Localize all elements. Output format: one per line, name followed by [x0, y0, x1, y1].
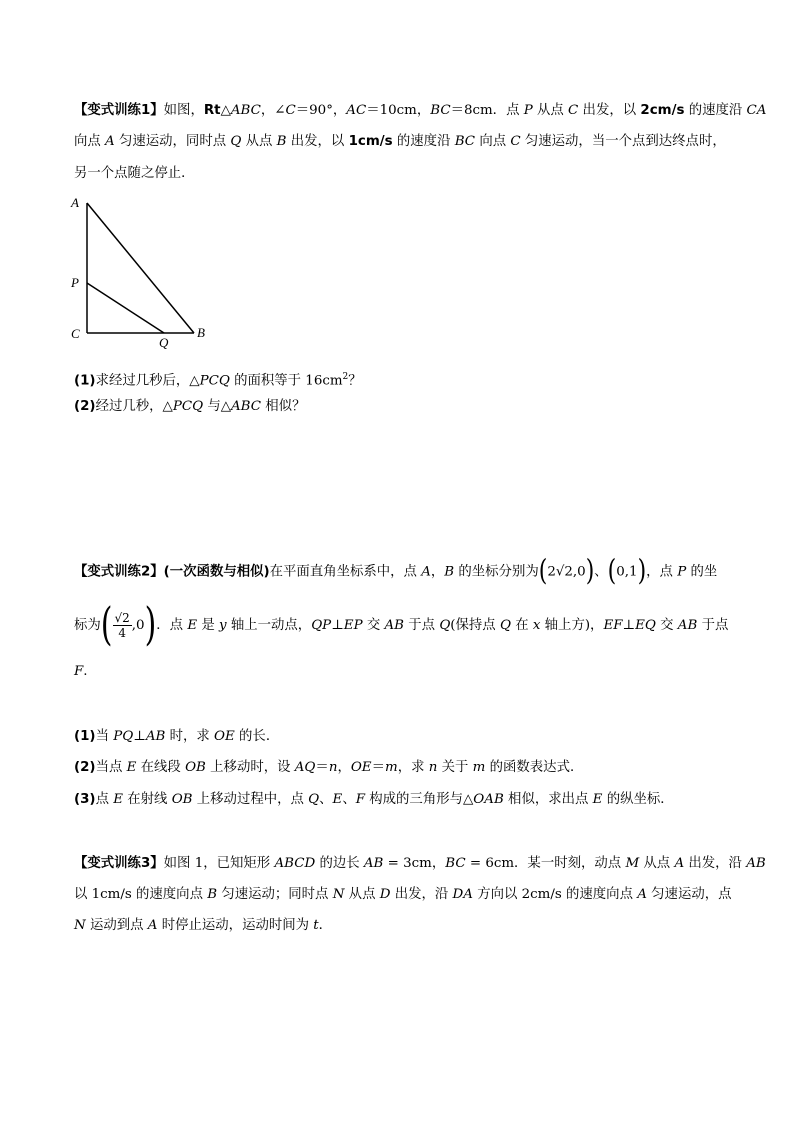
question-number: (2) — [74, 760, 96, 775]
text: B — [276, 134, 287, 149]
question-number: (1) — [74, 729, 96, 744]
text: AB — [145, 729, 166, 744]
text: 在射线 — [123, 792, 172, 807]
text: PCQ — [199, 373, 230, 389]
text: Q — [308, 792, 320, 807]
p2-line-1 — [74, 555, 718, 588]
text: ( — [607, 555, 617, 588]
text: C — [568, 103, 579, 118]
text: 轴上一动点， — [226, 618, 312, 633]
question-number: (2) — [74, 399, 96, 414]
text: 的坐标分别为 — [454, 564, 539, 580]
text: A — [147, 918, 158, 933]
text: 、 — [594, 564, 608, 580]
text: OB — [185, 760, 206, 775]
text: 从点 — [532, 103, 569, 118]
text: ⊥ — [133, 729, 146, 744]
text: ) — [585, 555, 595, 588]
text: 当点 — [95, 760, 127, 775]
text: CA — [746, 103, 767, 118]
text: 匀速运动，同时点 — [114, 134, 231, 149]
text: √2 — [114, 611, 130, 625]
segment-pq — [87, 283, 164, 333]
text: 2 — [342, 372, 349, 382]
text: E — [113, 792, 123, 807]
p1-line-3: 另一个点随之停止． — [74, 166, 195, 181]
text: 与△ — [203, 399, 232, 414]
p2-question-2 — [74, 760, 583, 776]
text: OB — [171, 792, 193, 807]
text: 以 1cm/s 的速度向点 — [74, 887, 208, 902]
text: EF — [603, 618, 623, 633]
text: = 3cm， — [383, 856, 446, 871]
p3-line-1 — [74, 856, 766, 872]
text: P — [677, 564, 687, 580]
text: 上移动时，设 — [205, 760, 295, 775]
text: E — [332, 792, 343, 807]
text: ．点 — [156, 618, 188, 633]
text: ) — [637, 555, 647, 588]
text: 从点 — [639, 856, 675, 871]
text: 的纵坐标． — [602, 792, 674, 807]
text: △ — [220, 103, 231, 118]
text: OAB — [473, 792, 504, 807]
text: N — [332, 887, 345, 902]
text: BC — [445, 856, 466, 871]
p1-question-2 — [74, 399, 305, 415]
text: A — [421, 564, 431, 580]
text: 于点 — [697, 618, 729, 633]
text: 时，求 — [165, 729, 215, 744]
text: ＝ — [315, 760, 329, 775]
text: ( — [538, 555, 548, 588]
side-ab — [87, 203, 194, 333]
text: n — [428, 760, 438, 775]
text: 出发，以 — [578, 103, 641, 118]
text: 1cm/s — [348, 134, 393, 149]
text: C — [285, 103, 296, 118]
text: 从点 — [241, 134, 277, 149]
text: ＝10cm， — [366, 103, 431, 118]
text: ⊥ — [622, 618, 636, 633]
text: ，求 — [397, 760, 429, 775]
text: B — [444, 564, 455, 580]
text: ，点 — [646, 564, 678, 580]
text: 的函数表达式． — [485, 760, 584, 775]
text: Q — [439, 618, 451, 633]
p2-line-3 — [74, 664, 88, 680]
p2-line-2 — [74, 598, 729, 651]
question-number: (3) — [74, 792, 96, 807]
text: t — [313, 918, 319, 933]
text: ． — [318, 918, 333, 933]
p1-question-1 — [74, 369, 362, 389]
text: 在 — [510, 618, 533, 633]
text: 0,1 — [616, 564, 638, 580]
text: 匀速运动；同时点 — [217, 887, 333, 902]
text: 轴上方)， — [540, 618, 604, 633]
text: ( — [100, 598, 113, 651]
text: 2cm/s — [640, 103, 685, 118]
text: QP — [311, 618, 332, 633]
text: y — [219, 618, 227, 633]
text: = 6cm．某一时刻，动点 — [465, 856, 626, 871]
text: BC — [454, 134, 476, 149]
text: ) — [144, 598, 157, 651]
text: ABC — [231, 399, 262, 414]
text: ＝ — [371, 760, 385, 775]
text: 的坐 — [686, 564, 718, 580]
text: m — [384, 760, 398, 775]
text: BC — [430, 103, 451, 118]
p1-tag: 【变式训练1】 — [74, 103, 164, 118]
text: F — [74, 664, 84, 679]
text: 的边长 — [315, 856, 364, 871]
text: 的长． — [234, 729, 280, 744]
triangle-figure — [68, 193, 228, 353]
text: 交 — [362, 618, 385, 633]
text: m — [472, 760, 486, 775]
p1-line-1 — [74, 103, 766, 119]
text: B — [207, 887, 218, 902]
text: ABC — [230, 103, 261, 118]
text: P — [523, 103, 533, 118]
text: Rt — [203, 103, 221, 118]
text: ， — [337, 760, 351, 775]
text: D — [379, 887, 391, 902]
text: OE — [214, 729, 235, 744]
text: DA — [452, 887, 473, 902]
text: ,0 — [572, 564, 586, 580]
text: C — [510, 134, 521, 149]
text: 出发，以 — [286, 134, 349, 149]
text: 匀速运动，当一个点到达终点时， — [520, 134, 726, 149]
text: 如图， — [163, 103, 204, 118]
p3-tag: 【变式训练3】 — [74, 856, 164, 871]
text: ,0 — [131, 618, 145, 633]
text: 从点 — [344, 887, 380, 902]
text: 相似？ — [261, 399, 306, 414]
text: AC — [346, 103, 367, 118]
text: E — [592, 792, 603, 807]
text: N — [74, 918, 86, 933]
text: ， — [430, 564, 445, 580]
text: ＝90°， — [295, 103, 347, 118]
text: EQ — [635, 618, 656, 633]
text: 标为 — [74, 618, 101, 633]
text: A — [674, 856, 685, 871]
text: 于点 — [404, 618, 440, 633]
text: 求经过几秒后，△ — [95, 373, 200, 389]
text: ？ — [348, 373, 362, 389]
label-a: A — [71, 195, 79, 210]
fraction — [113, 611, 132, 640]
p2-question-1 — [74, 729, 279, 745]
p3-line-3 — [74, 918, 332, 934]
text: 点 — [95, 792, 114, 807]
text: (保持点 — [450, 618, 500, 633]
text: 方向以 2cm/s 的速度向点 — [472, 887, 638, 902]
text: 相似，求出点 — [503, 792, 593, 807]
p1-line-2 — [74, 134, 726, 150]
text: AB — [384, 618, 405, 633]
text: 2√2 — [547, 564, 573, 580]
text: 的速度沿 — [392, 134, 455, 149]
text: 出发，沿 — [684, 856, 747, 871]
text: AQ — [294, 760, 316, 775]
text: 时停止运动，运动时间为 — [157, 918, 314, 933]
text: 在线段 — [136, 760, 186, 775]
label-p: P — [71, 275, 79, 290]
text: E — [187, 618, 198, 633]
text: x — [532, 618, 541, 633]
text: 运动到点 — [85, 918, 148, 933]
text: A — [637, 887, 647, 902]
text: 是 — [197, 618, 220, 633]
text: PQ — [113, 729, 134, 744]
p3-line-2 — [74, 887, 732, 903]
text: AB — [746, 856, 766, 871]
text: ，∠ — [260, 103, 286, 118]
text: PCQ — [172, 399, 204, 414]
text: Q — [499, 618, 511, 633]
text: 当 — [95, 729, 114, 744]
text: 交 — [655, 618, 678, 633]
text: 4 — [118, 626, 126, 640]
question-number: (1) — [74, 373, 96, 389]
text: F — [355, 792, 365, 807]
text: . — [83, 664, 88, 679]
text: 构成的三角形与△ — [365, 792, 474, 807]
text: Q — [230, 134, 242, 149]
text: ⊥ — [331, 618, 344, 633]
text: ＝8cm．点 — [450, 103, 524, 118]
text: 向点 — [74, 134, 106, 149]
text: M — [625, 856, 640, 871]
text: EP — [343, 618, 363, 633]
text: 向点 — [475, 134, 511, 149]
text: A — [105, 134, 115, 149]
text: 、 — [342, 792, 356, 807]
label-b: B — [197, 325, 205, 340]
text: E — [126, 760, 137, 775]
text: 上移动过程中，点 — [192, 792, 309, 807]
text: 的面积等于 16cm — [229, 373, 343, 389]
p2-question-3 — [74, 792, 674, 808]
text: 在平面直角坐标系中，点 — [269, 564, 422, 580]
text: n — [328, 760, 338, 775]
text: 关于 — [437, 760, 473, 775]
p2-tag: 【变式训练2】 — [74, 564, 164, 580]
label-q: Q — [159, 335, 169, 350]
text: 经过几秒，△ — [95, 399, 173, 414]
text: 匀速运动，点 — [646, 887, 732, 902]
text: 出发，沿 — [390, 887, 453, 902]
text: 、 — [319, 792, 333, 807]
text: OE — [350, 760, 372, 775]
text: AB — [363, 856, 384, 871]
label-c: C — [71, 326, 80, 341]
text: (一次函数与相似) — [163, 564, 270, 580]
text: ABCD — [274, 856, 316, 871]
text: 的速度沿 — [684, 103, 747, 118]
text: AB — [677, 618, 698, 633]
text: 如图 1，已知矩形 — [163, 856, 275, 871]
